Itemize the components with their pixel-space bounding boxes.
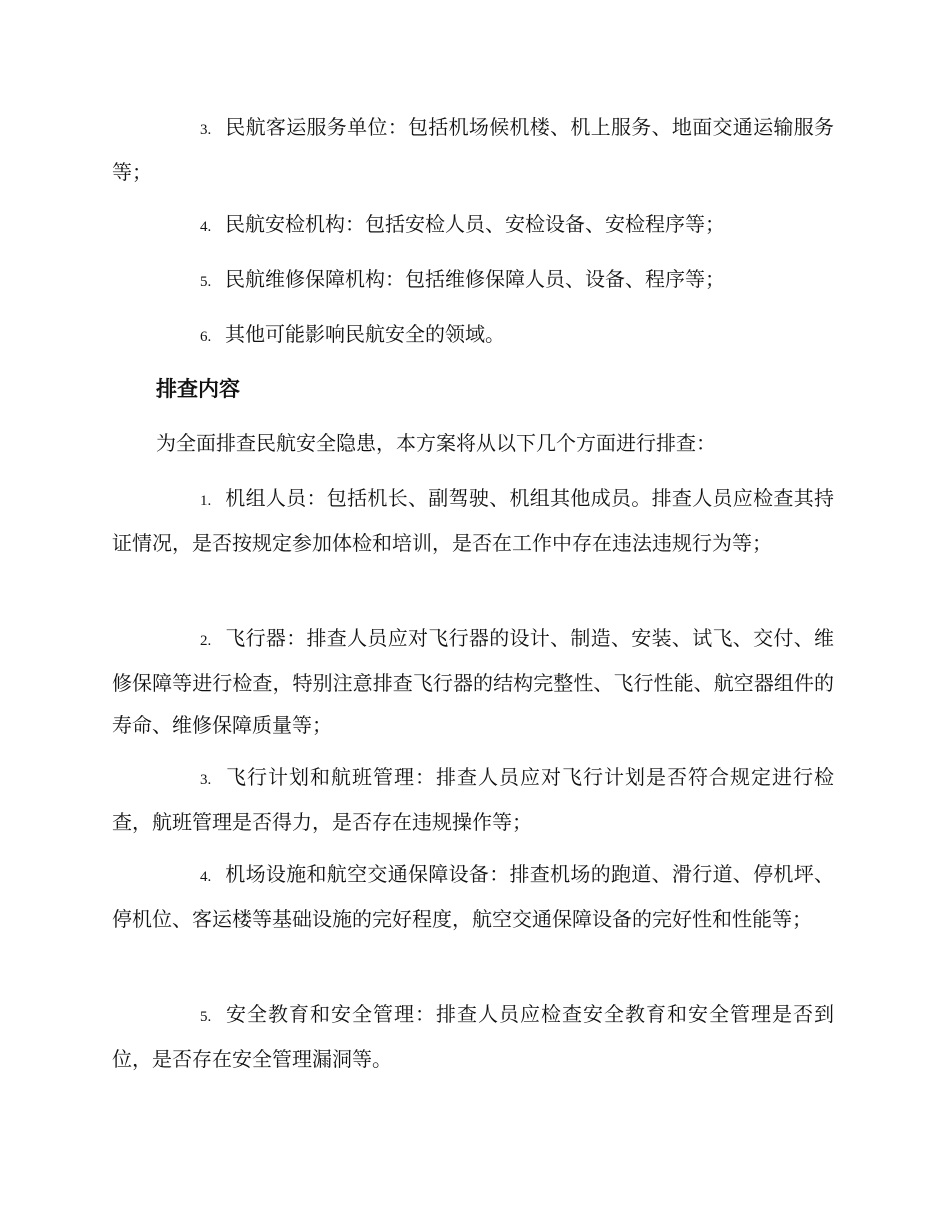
list-text: 飞行计划和航班管理：排查人员应对飞行计划是否符合规定进行检查，航班管理是否得力，是否存在违规操作等； [112, 765, 834, 834]
content-item-4 [112, 853, 834, 940]
list-number: 5. [200, 274, 212, 290]
intro-paragraph: 为全面排查民航安全隐患，本方案将从以下几个方面进行排查： [156, 431, 716, 455]
list-number: 5. [200, 1009, 212, 1025]
list-text: 飞行器：排查人员应对飞行器的设计、制造、安装、试飞、交付、维修保障等进行检查，特别注意排查飞行器的结构完整性、飞行性能、航空器组件的寿命、维修保障质量等； [112, 626, 834, 737]
list-number: 4. [200, 219, 212, 235]
content-item-2 [112, 617, 834, 746]
scope-item-6 [112, 313, 834, 358]
list-text: 民航安检机构：包括安检人员、安检设备、安检程序等； [225, 212, 725, 236]
scope-item-4 [112, 203, 834, 248]
list-text: 其他可能影响民航安全的领域。 [225, 322, 505, 346]
list-text: 机场设施和航空交通保障设备：排查机场的跑道、滑行道、停机坪、停机位、客运楼等基础设施的完好程度，航空交通保障设备的完好性和性能等； [112, 862, 834, 931]
list-number: 2. [200, 633, 212, 649]
section-heading: 排查内容 [156, 377, 240, 401]
list-number: 3. [200, 122, 212, 138]
content-item-1 [112, 477, 834, 564]
list-number: 4. [200, 869, 212, 885]
scope-item-5 [112, 258, 834, 303]
list-text: 民航客运服务单位：包括机场候机楼、机上服务、地面交通运输服务等； [112, 115, 834, 184]
scope-item-3 [112, 106, 834, 193]
content-item-3 [112, 756, 834, 843]
list-number: 1. [200, 493, 212, 509]
list-text: 安全教育和安全管理：排查人员应检查安全教育和安全管理是否到位，是否存在安全管理漏洞等。 [112, 1002, 834, 1071]
content-item-5 [112, 993, 834, 1080]
list-text: 民航维修保障机构：包括维修保障人员、设备、程序等； [225, 267, 725, 291]
list-number: 6. [200, 329, 212, 345]
list-text: 机组人员：包括机长、副驾驶、机组其他成员。排查人员应检查其持证情况，是否按规定参加体检和培训，是否在工作中存在违法违规行为等； [112, 486, 834, 555]
list-number: 3. [200, 772, 212, 788]
